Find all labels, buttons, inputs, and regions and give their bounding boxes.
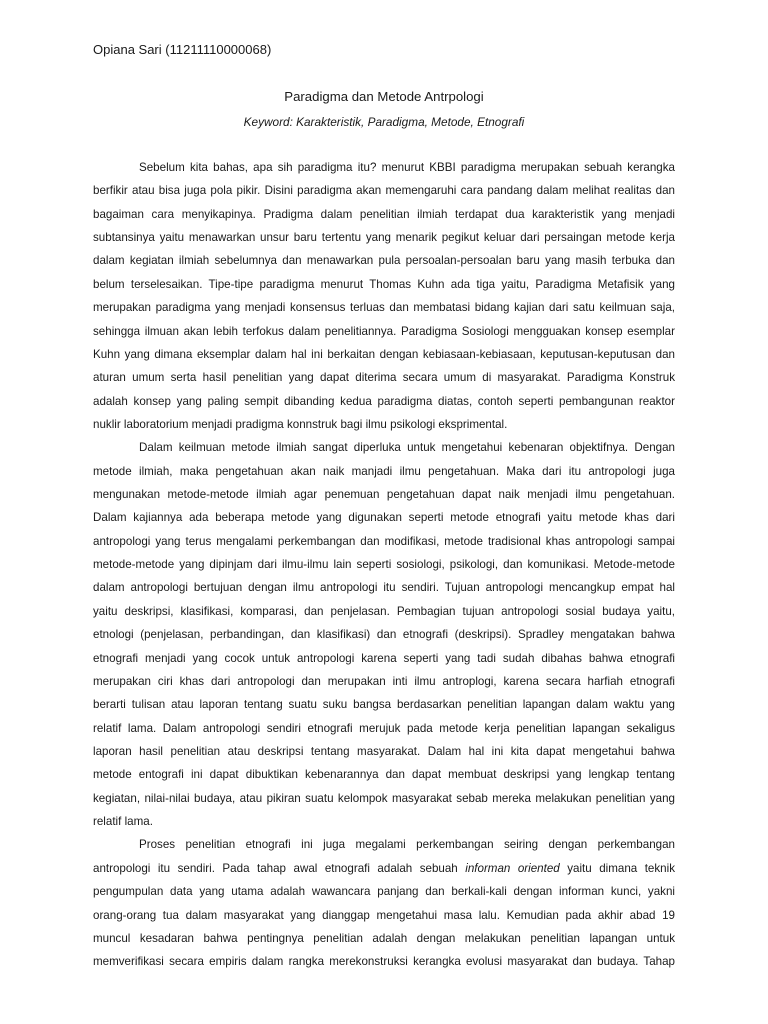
keywords-line: Keyword: Karakteristik, Paradigma, Metode, Etnografi [243,115,525,129]
text-line: Dalam kajiannya ada beberapa metode yang digunakan seperti metode etnografi yaitu metode khas dari [93,511,675,525]
text-line: sehingga ilmuan akan lebih terfokus dalam penelitiannya. Paradigma Sosiologi mengguakan konsep esemplar [93,324,675,338]
text-segment: antropologi itu sendiri. Pada tahap awal etnografi adalah sebuah [93,861,466,875]
text-line: laporan hasil penelitian atau deskripsi tentang masyarakat. Dalam hal ini kita dapat mengetahui bahwa [93,744,675,758]
text-line: Kuhn yang dimana eksemplar dalam hal ini berkaitan dengan kebiasaan-kebiasaan, keputusan-keputusan dan [93,347,675,361]
text-line: berfikir atau bisa juga pola pikir. Disini paradigma akan memengaruhi cara pandang dalam melihat realitas dan [93,184,675,198]
text-line: Proses penelitian etnografi ini juga megalami perkembangan seiring dengan perkembangan [139,838,675,852]
italic-term: informan oriented [465,861,560,875]
document-title: Paradigma dan Metode Antrpologi [284,89,484,104]
text-segment: yaitu dimana teknik [559,861,675,875]
text-line: antropologi yang terus mengalami perkembangan dan modifikasi, metode tradisional khas antropologi sampai [93,534,675,548]
document-body [93,156,675,974]
text-line: relatif lama. [93,815,153,829]
text-line: pengumpulan data yang utama adalah wawancara panjang dan berkali-kali dengan informan kunci, yakni [93,885,675,899]
text-line: aturan umum serta hasil penelitian yang dapat diterima secara umum di masyarakat. Paradigma Konstruk [93,371,675,385]
text-line: belum terselesaikan. Tipe-tipe paradigma menurut Thomas Kuhn ada tiga yaitu, Paradigma Metafisik yang [93,277,675,291]
text-line: etnologi (penjelasan, perbandingan, dan klasifikasi) dan etnografi (deskripsi). Spradley mengatakan bahwa [93,628,675,642]
text-line [93,857,675,880]
text-line: orang-orang tua dalam masyarakat yang dianggap mengetahui masa lalu. Kemudian pada akhir abad 19 [93,908,675,922]
text-line: etnografi menjadi yang cocok untuk antropologi karena seperti yang tadi sudah dibahas bahwa etnografi [93,651,675,665]
text-line: memverifikasi secara empiris dalam rangka merekonstruksi kerangka evolusi masyarakat dan budaya. Tahap [93,955,675,969]
text-line: relatif lama. Dalam antropologi sendiri etnografi merujuk pada metode kerja penelitian lapangan sekaligus [93,721,675,735]
text-line: merupakan ciri khas dari antropologi dan merupakan inti ilmu antroplogi, karena secara harfiah etnografi [93,674,675,688]
text-line: subtansinya yaitu menawarkan unsur baru tertentu yang menarik pegikut keluar dari persaingan metode kerja [93,231,675,245]
text-line: yaitu deskripsi, klasifikasi, komparasi, dan penjelasan. Pembagian tujuan antropologi sosial budaya yaitu, [93,604,675,618]
text-line: metode entografi ini dapat dibuktikan kebenarannya dan dapat membuat deskripsi yang lengkap tentang [93,768,675,782]
text-line: muncul kesadaran bahwa pentingnya penelitian adalah dengan melakukan penelitian lapangan untuk [93,931,675,945]
text-line: metode-metode yang dipinjam dari ilmu-ilmu lain seperti sosiologi, psikologi, dan komunikasi. Metode-metode [93,558,675,572]
text-line: kegiatan, nilai-nilai budaya, atau pikiran suatu kelompok masyarakat sebab mereka melakukan penelitian yang [93,791,675,805]
author-line: Opiana Sari (11211110000068) [93,42,272,57]
text-line: Sebelum kita bahas, apa sih paradigma itu? menurut KBBI paradigma merupakan sebuah kerangka [139,161,675,174]
text-line: metode ilmiah, maka pengetahuan akan naik manjadi ilmu pengetahuan. Maka dari itu antropologi juga [93,464,675,478]
text-line: bagaiman cara menyikapinya. Pradigma dalam penelitian ilmiah terdapat dua karakteristik yang menjadi [93,207,675,221]
text-line: dalam kegiatan ilmiah sebelumnya dan menawarkan pula persoalan-persoalan baru yang masih terbuka dan [93,254,675,268]
text-line: berarti tulisan atau laporan tentang suatu suku bangsa berdasarkan penelitian lapangan dalam waktu yang [93,698,675,712]
text-line: nuklir laboratorium menjadi pradigma konnstruk bagi ilmu psikologi eksprimental. [93,417,508,431]
text-line: dalam antropologi bertujuan dengan ilmu antropologi itu sendiri. Tujuan antropologi mencangkup empat hal [93,581,675,595]
text-line: Dalam keilmuan metode ilmiah sangat diperluka untuk mengetahui kebenaran objektifnya. Dengan [139,441,675,455]
text-line: mengunakan metode-metode ilmiah agar penemuan pengetahuan dapat naik menjadi ilmu pengetahuan. [93,488,675,502]
text-line: adalah konsep yang paling sempit dibanding kedua paradigma diatas, contoh seperti pembangunan reaktor [93,394,675,408]
text-line: merupakan paradigma yang menjadi konsensus terluas dan membatasi bidang kajian dari satu keilmuan saja, [93,301,675,315]
